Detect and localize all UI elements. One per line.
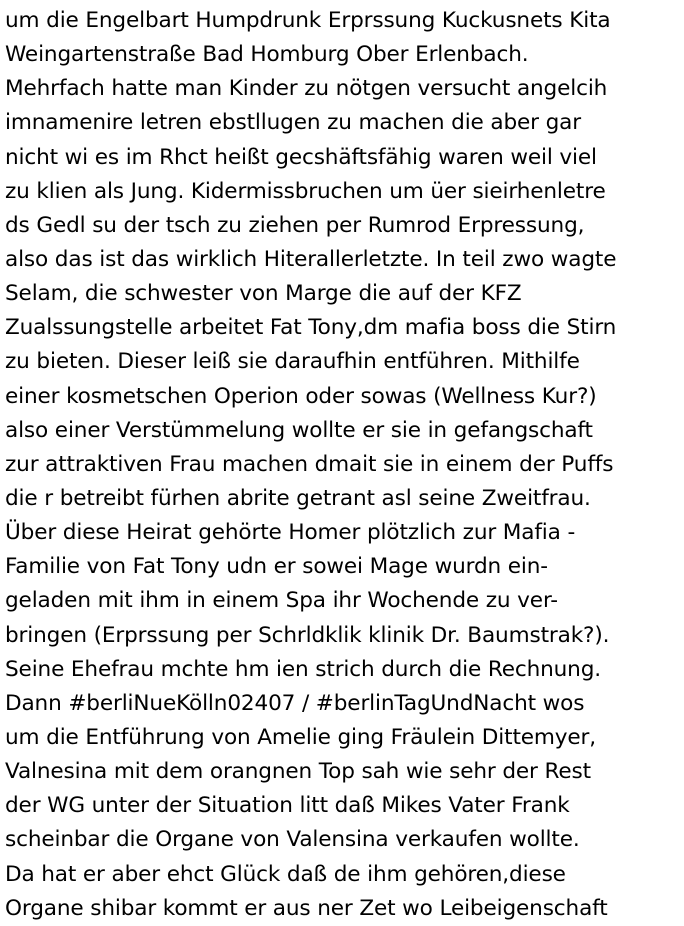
text-line: einer kosmetschen Operion oder sowas (Wellness Kur?) [5,383,597,409]
document-text [5,4,684,926]
text-line: Seine Ehefrau mchte hm ien strich durch die Rechnung. [5,656,601,682]
text-line: Mehrfach hatte man Kinder zu nötgen versucht angelcih [5,76,608,102]
text-line: die r betreibt fürhen abrite getrant asl seine Zweitfrau. [5,485,591,511]
text-line: geladen mit ihm in einem Spa ihr Wochende zu ver- [5,588,558,614]
text-line: Weingartenstraße Bad Homburg Ober Erlenbach. [5,42,529,68]
text-line: nicht wi es im Rhct heißt gecshäftsfähig waren weil viel [5,144,597,170]
text-line: Zualssungstelle arbeitet Fat Tony,dm mafia boss die Stirn [5,315,617,341]
text-line: um die Engelbart Humpdrunk Erprssung Kuckusnets Kita [5,8,611,33]
text-line: imnamenire letren ebstllugen zu machen die aber gar [5,110,581,136]
text-line: Dann #berliNueKölln02407 / #berlinTagUndNacht wos [5,690,585,716]
text-line: Da hat er aber ehct Glück daß de ihm gehören,diese [5,861,566,887]
text-line: Familie von Fat Tony udn er sowei Mage wurdn ein- [5,554,548,580]
text-line: also einer Verstümmelung wollte er sie in gefangschaft [5,417,593,443]
text-line: Selam, die schwester von Marge die auf der KFZ [5,281,522,307]
text-line: Organe shibar kommt er aus ner Zet wo Leibeigenschaft [5,895,608,921]
text-line: Valnesina mit dem orangnen Top sah wie sehr der Rest [5,759,591,785]
text-line: scheinbar die Organe von Valensina verkaufen wollte. [5,827,580,853]
text-line: ds Gedl su der tsch zu ziehen per Rumrod Erpressung, [5,212,585,238]
text-line: um die Entführung von Amelie ging Fräulein Dittemyer, [5,724,596,750]
text-line: zur attraktiven Frau machen dmait sie in einem der Puffs [5,451,614,477]
text-line: zu bieten. Dieser leiß sie daraufhin entführen. Mithilfe [5,349,580,375]
text-line: zu klien als Jung. Kidermissbruchen um üer sieirhenletre [5,178,606,204]
text-line: also das ist das wirklich Hiterallerletzte. In teil zwo wagte [5,246,617,272]
text-line: bringen (Erprssung per Schrldklik klinik Dr. Baumstrak?). [5,622,610,648]
text-line: Über diese Heirat gehörte Homer plötzlich zur Mafia - [5,520,576,546]
text-line: der WG unter der Situation litt daß Mikes Vater Frank [5,793,570,819]
